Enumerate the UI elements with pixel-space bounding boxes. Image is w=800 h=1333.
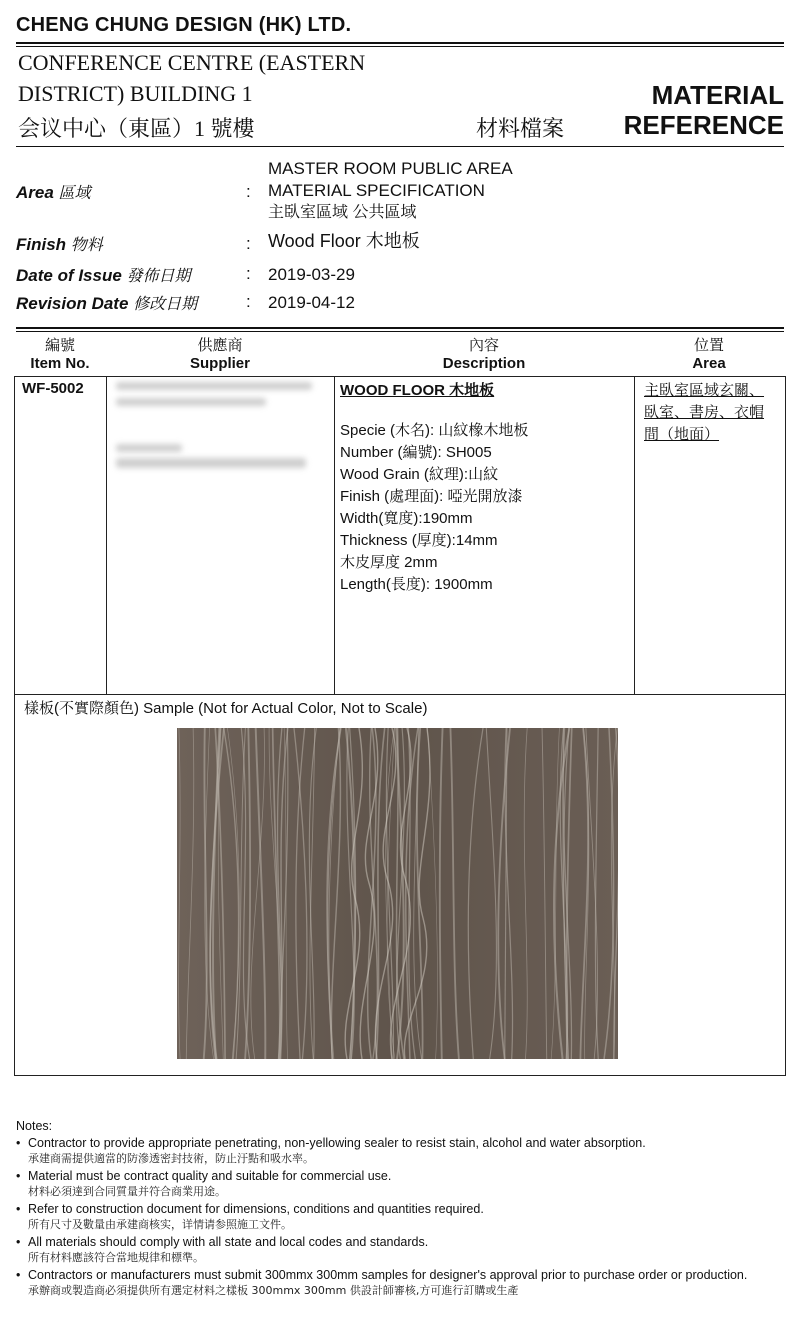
note-en: Contractor to provide appropriate penetrating, non-yellowing sealer to resist stain, alcohol and water absorption. [28, 1135, 646, 1150]
bullet: • [16, 1201, 21, 1216]
material-reference-title-line1: MATERIAL [651, 80, 784, 110]
description-line: 木皮厚度 2mm [340, 554, 438, 571]
note-item [16, 1234, 786, 1267]
header-area-cn: 位置 [693, 337, 724, 354]
area-cell: 主臥室區域玄關、臥室、書房、衣帽間（地面） [644, 382, 765, 443]
finish-label-cn: 物料 [70, 235, 103, 254]
header-item-no [14, 337, 106, 373]
area-value-line2: MATERIAL SPECIFICATION [268, 181, 485, 200]
issue-date-label-cn: 發佈日期 [126, 266, 191, 285]
description-line: Number (編號): SH005 [340, 444, 492, 461]
area-label [16, 180, 91, 203]
header-area [634, 337, 784, 373]
description-line: Thickness (厚度):14mm [340, 532, 498, 549]
wood-sample-image [177, 728, 618, 1059]
note-en: Material must be contract quality and suitable for commercial use. [28, 1168, 392, 1183]
header-area-en: Area [692, 355, 726, 372]
sample-caption: 樣板(不實際顏色) Sample (Not for Actual Color, Not to Scale) [24, 700, 428, 717]
note-cn: 承建商需提供適當的防滲透密封技術，防止汙點和吸水率。 [28, 1152, 314, 1165]
issue-date-label-en: Date of Issue [16, 266, 122, 285]
issue-date-label [16, 263, 191, 286]
description-line: Specie (木名): 山紋橡木地板 [340, 422, 529, 439]
description-line: Finish (處理面): 啞光開放漆 [340, 488, 523, 505]
supplier-redacted [112, 378, 328, 468]
notes-section [16, 1118, 786, 1300]
revision-date-value: 2019-04-12 [268, 293, 355, 312]
area-value [268, 158, 513, 224]
material-reference-title-line2: REFERENCE [623, 110, 784, 140]
description-line: Length(長度): 1900mm [340, 576, 493, 593]
note-cn: 所有尺寸及數量由承建商核实，详情请参照施工文件。 [28, 1218, 292, 1231]
note-en: Refer to construction document for dimensions, conditions and quantities required. [28, 1201, 484, 1216]
header-description-en: Description [442, 355, 526, 372]
note-item [16, 1201, 786, 1234]
redacted-line [116, 382, 312, 390]
note-item [16, 1135, 786, 1168]
notes-title: Notes: [16, 1119, 53, 1133]
area-value-line3: 主臥室區域 公共區域 [268, 204, 417, 221]
col-divider-3 [634, 376, 635, 694]
bullet: • [16, 1267, 21, 1282]
note-cn: 承辦商或製造商必須提供所有選定材料之樣板 300mmx 300mm 供設計師審核,方可進行訂購或生產 [28, 1284, 519, 1297]
finish-label-en: Finish [16, 235, 67, 254]
note-en: Contractors or manufacturers must submit 300mmx 300mm samples for designer's approval prior to purchase order or production. [28, 1267, 748, 1282]
revision-date-label-en: Revision Date [16, 294, 129, 313]
note-cn: 材料必須達到合同質量并符合商業用途。 [28, 1185, 226, 1198]
item-number: WF-5002 [22, 380, 84, 397]
header-description [334, 337, 634, 373]
note-item [16, 1267, 786, 1300]
section-rule [16, 146, 784, 147]
finish-label [16, 232, 103, 255]
header-item-no-en: Item No. [30, 355, 90, 372]
note-en: All materials should comply with all state and local codes and standards. [28, 1234, 429, 1249]
description-line: Wood Grain (紋理):山紋 [340, 466, 499, 483]
project-name-cn: 会议中心（東區）1 號樓 [18, 116, 255, 141]
company-name: CHENG CHUNG DESIGN (HK) LTD. [16, 14, 352, 36]
revision-date-label-cn: 修改日期 [133, 294, 198, 313]
finish-value: Wood Floor 木地板 [268, 231, 420, 251]
revision-date-label [16, 291, 197, 314]
header-description-cn: 內容 [468, 337, 499, 354]
redacted-line [116, 398, 266, 406]
header-supplier-cn: 供應商 [197, 337, 243, 354]
issue-date-value: 2019-03-29 [268, 265, 355, 284]
redacted-line [116, 444, 182, 452]
project-name-line1: CONFERENCE CENTRE (EASTERN [18, 50, 366, 75]
area-colon: : [246, 182, 251, 201]
project-name-line2: DISTRICT) BUILDING 1 [18, 81, 253, 106]
row-divider [14, 694, 786, 695]
area-label-en: Area [16, 183, 54, 202]
material-file-cn: 材料檔案 [476, 116, 565, 141]
note-cn: 所有材料應該符合當地規律和標準。 [28, 1251, 204, 1264]
header-rule [16, 42, 784, 44]
bullet: • [16, 1135, 21, 1150]
header-item-no-cn: 編號 [44, 337, 75, 354]
note-item [16, 1168, 786, 1201]
bullet: • [16, 1168, 21, 1183]
issue-date-colon: : [246, 264, 251, 283]
col-divider-2 [334, 376, 335, 694]
header-supplier [106, 337, 334, 373]
table-top-rule-thin [16, 331, 784, 332]
table-top-rule [16, 327, 784, 329]
area-label-cn: 區域 [58, 183, 91, 202]
bullet: • [16, 1234, 21, 1249]
description-line: Width(寬度):190mm [340, 510, 473, 527]
header-supplier-en: Supplier [189, 355, 250, 372]
redacted-line [116, 458, 306, 468]
finish-colon: : [246, 234, 251, 253]
revision-date-colon: : [246, 292, 251, 311]
description-cell [340, 380, 528, 596]
col-divider-1 [106, 376, 107, 694]
header-rule-thin [16, 46, 784, 47]
description-title: WOOD FLOOR 木地板 [340, 382, 495, 399]
area-value-line1: MASTER ROOM PUBLIC AREA [268, 159, 513, 178]
